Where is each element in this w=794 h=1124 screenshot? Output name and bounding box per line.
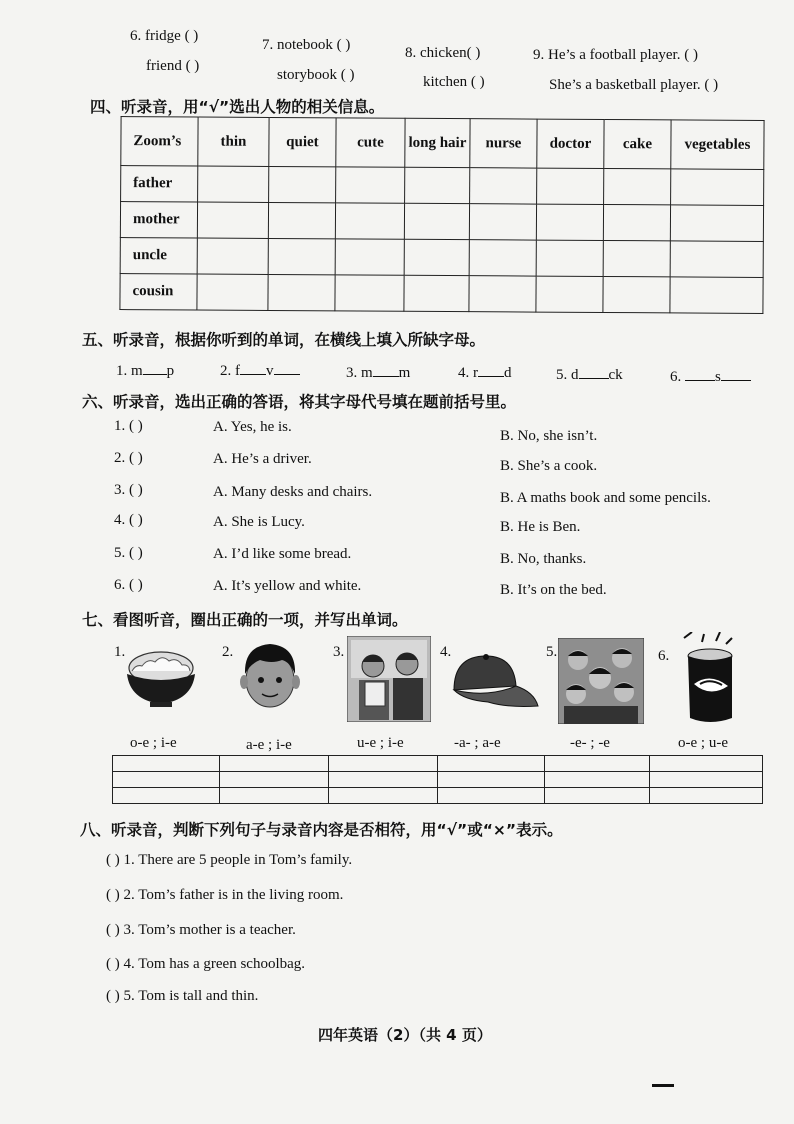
section4-title: 四、听录音，用“√”选出人物的相关信息。 xyxy=(90,98,385,116)
check-cell[interactable] xyxy=(404,203,469,239)
header-cell: cute xyxy=(336,118,405,167)
header-cell: thin xyxy=(198,117,269,166)
option-a-6: A. It’s yellow and white. xyxy=(213,578,362,594)
check-cell[interactable] xyxy=(197,238,268,274)
answer-cell[interactable] xyxy=(220,788,329,804)
option-a-3: A. Many desks and chairs. xyxy=(213,484,373,500)
answer-cell[interactable] xyxy=(220,756,329,772)
header-cell: Zoom’s xyxy=(121,117,198,166)
check-cell[interactable] xyxy=(536,240,603,276)
fill-item-3: 3. m m xyxy=(346,362,410,382)
check-cell[interactable] xyxy=(198,166,269,202)
check-cell[interactable] xyxy=(469,240,536,276)
info-table xyxy=(119,116,764,314)
check-cell[interactable] xyxy=(670,241,763,278)
check-cell[interactable] xyxy=(670,277,763,314)
page-footer: 四年英语（2）（共 4 页） xyxy=(318,1026,492,1044)
letter-blank[interactable] xyxy=(685,366,715,381)
item-9a: 9. He’s a football player. ( ) xyxy=(533,47,698,63)
soda-can-icon xyxy=(676,632,746,728)
answer-cell[interactable] xyxy=(545,772,650,788)
options-6[interactable]: o-e ; u-e xyxy=(678,735,728,751)
check-cell[interactable] xyxy=(404,275,469,311)
answer-cell[interactable] xyxy=(329,772,438,788)
letter-blank[interactable] xyxy=(143,360,167,375)
header-cell: vegetables xyxy=(671,120,764,170)
judge-item-3[interactable]: ( ) 3. Tom’s mother is a teacher. xyxy=(106,922,296,938)
answer-cell[interactable] xyxy=(545,788,650,804)
check-cell[interactable] xyxy=(268,202,335,238)
check-cell[interactable] xyxy=(469,204,536,240)
picture-number: 2. xyxy=(222,644,234,660)
check-cell[interactable] xyxy=(404,239,469,275)
answer-cell[interactable] xyxy=(650,772,763,788)
options-4[interactable]: -a- ; a-e xyxy=(454,735,501,751)
fill-item-6: 6. s xyxy=(670,366,751,386)
corner-mark xyxy=(652,1084,674,1087)
item-9b: She’s a basketball player. ( ) xyxy=(549,77,719,93)
picture-number: 5. xyxy=(546,644,558,660)
option-b-6: B. It’s on the bed. xyxy=(500,582,607,598)
header-cell: quiet xyxy=(269,117,336,166)
answer-cell[interactable] xyxy=(113,756,220,772)
rice-bowl-icon xyxy=(122,644,200,710)
row-label-mother: mother xyxy=(120,202,197,238)
check-cell[interactable] xyxy=(268,238,335,274)
boy-face-icon xyxy=(238,638,302,716)
answer-grid xyxy=(112,755,763,804)
answer-bracket-6[interactable]: 6. ( ) xyxy=(114,577,143,593)
check-cell[interactable] xyxy=(405,167,470,203)
row-label-cousin: cousin xyxy=(120,274,197,310)
check-cell[interactable] xyxy=(604,168,671,204)
header-cell: doctor xyxy=(537,119,604,168)
answer-bracket-2[interactable]: 2. ( ) xyxy=(114,450,143,466)
answer-cell[interactable] xyxy=(329,756,438,772)
answer-cell[interactable] xyxy=(545,756,650,772)
row-label-father: father xyxy=(121,166,198,202)
section6-title: 六、听录音，选出正确的答语，将其字母代号填在题前括号里。 xyxy=(82,393,517,411)
check-cell[interactable] xyxy=(335,275,404,311)
answer-cell[interactable] xyxy=(650,756,763,772)
check-cell[interactable] xyxy=(335,203,404,239)
fill-item-4: 4. r d xyxy=(458,362,512,382)
check-cell[interactable] xyxy=(671,169,764,206)
option-b-5: B. No, thanks. xyxy=(500,551,587,567)
check-cell[interactable] xyxy=(470,168,537,204)
options-5[interactable]: -e- ; -e xyxy=(570,735,610,751)
section7-title: 七、看图听音，圈出正确的一项，并写出单词。 xyxy=(82,611,408,629)
check-cell[interactable] xyxy=(670,205,763,242)
option-b-4: B. He is Ben. xyxy=(500,519,581,535)
letter-blank[interactable] xyxy=(274,360,300,375)
check-cell[interactable] xyxy=(335,239,404,275)
group-photo-icon xyxy=(558,638,644,724)
check-cell[interactable] xyxy=(536,204,603,240)
picture-number: 6. xyxy=(658,648,670,664)
option-b-3: B. A maths book and some pencils. xyxy=(500,490,711,506)
answer-bracket-5[interactable]: 5. ( ) xyxy=(114,545,143,561)
letter-blank[interactable] xyxy=(478,362,504,377)
letter-blank[interactable] xyxy=(373,362,399,377)
section5-title: 五、听录音，根据你听到的单词，在横线上填入所缺字母。 xyxy=(82,331,486,349)
check-cell[interactable] xyxy=(268,274,335,310)
answer-cell[interactable] xyxy=(113,772,220,788)
option-a-5: A. I’d like some bread. xyxy=(213,546,352,562)
check-cell[interactable] xyxy=(336,167,405,203)
item-8b: kitchen ( ) xyxy=(423,74,485,90)
fill-item-1: 1. m p xyxy=(116,360,174,380)
answer-cell[interactable] xyxy=(438,756,545,772)
options-2[interactable]: a-e ; i-e xyxy=(246,737,292,753)
fill-item-2: 2. f v xyxy=(220,360,300,380)
check-cell[interactable] xyxy=(469,276,536,312)
option-a-2: A. He’s a driver. xyxy=(213,451,312,467)
answer-cell[interactable] xyxy=(329,788,438,804)
answer-cell[interactable] xyxy=(650,788,763,804)
item-7a: 7. notebook ( ) xyxy=(262,37,351,53)
header-cell: long hair xyxy=(405,118,470,167)
check-cell[interactable] xyxy=(269,166,336,202)
answer-cell[interactable] xyxy=(438,772,545,788)
judge-item-5[interactable]: ( ) 5. Tom is tall and thin. xyxy=(106,988,259,1004)
check-cell[interactable] xyxy=(197,274,268,310)
check-cell[interactable] xyxy=(537,168,604,204)
answer-cell[interactable] xyxy=(438,788,545,804)
letter-blank[interactable] xyxy=(721,366,751,381)
check-cell[interactable] xyxy=(603,204,670,240)
cap-icon xyxy=(448,650,540,712)
item-8a: 8. chicken( ) xyxy=(405,45,481,61)
item-7b: storybook ( ) xyxy=(277,67,355,83)
check-cell[interactable] xyxy=(603,276,670,312)
header-cell: nurse xyxy=(470,119,537,168)
check-cell[interactable] xyxy=(536,276,603,312)
picture-number: 1. xyxy=(114,644,126,660)
judge-item-4[interactable]: ( ) 4. Tom has a green schoolbag. xyxy=(106,956,306,972)
option-a-1: A. Yes, he is. xyxy=(213,419,292,435)
letter-blank[interactable] xyxy=(240,360,266,375)
answer-bracket-3[interactable]: 3. ( ) xyxy=(114,482,143,498)
fill-item-5: 5. d ck xyxy=(556,364,623,384)
item-6b: friend ( ) xyxy=(146,58,200,74)
options-1[interactable]: o-e ; i-e xyxy=(130,735,177,751)
judge-item-1[interactable]: ( ) 1. There are 5 people in Tom’s family. xyxy=(106,852,353,868)
check-cell[interactable] xyxy=(603,240,670,276)
picture-number: 4. xyxy=(440,644,452,660)
two-people-icon xyxy=(347,636,431,722)
option-a-4: A. She is Lucy. xyxy=(213,514,305,530)
answer-cell[interactable] xyxy=(220,772,329,788)
answer-cell[interactable] xyxy=(113,788,220,804)
answer-bracket-4[interactable]: 4. ( ) xyxy=(114,512,143,528)
option-b-1: B. No, she isn’t. xyxy=(500,428,598,444)
row-label-uncle: uncle xyxy=(120,238,197,274)
letter-blank[interactable] xyxy=(579,364,609,379)
section8-title: 八、听录音，判断下列句子与录音内容是否相符，用“√”或“×”表示。 xyxy=(80,821,563,839)
header-cell: cake xyxy=(604,119,671,168)
item-6a: 6. fridge ( ) xyxy=(130,28,199,44)
answer-bracket-1[interactable]: 1. ( ) xyxy=(114,418,143,434)
check-cell[interactable] xyxy=(197,202,268,238)
option-b-2: B. She’s a cook. xyxy=(500,458,598,474)
picture-number: 3. xyxy=(333,644,345,660)
judge-item-2[interactable]: ( ) 2. Tom’s father is in the living room. xyxy=(106,887,344,903)
options-3[interactable]: u-e ; i-e xyxy=(357,735,404,751)
